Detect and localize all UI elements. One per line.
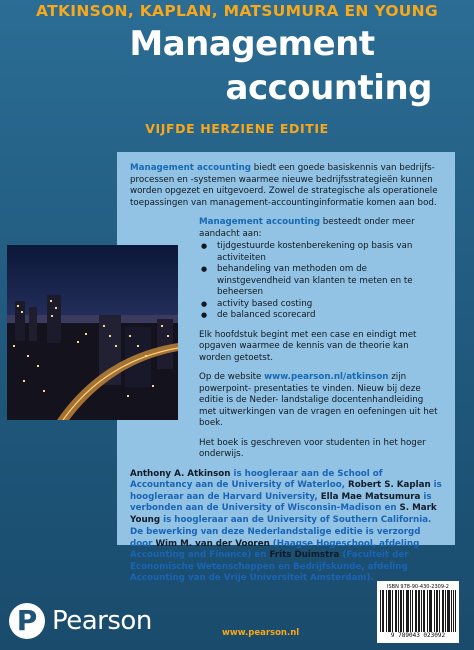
barcode-bar: [392, 590, 393, 632]
website-paragraph: [199, 372, 443, 430]
barcode-bar: [447, 590, 448, 632]
book-title: [0, 22, 474, 110]
chapters-paragraph: Elk hoofdstuk begint met een case en eindigt met opgaven waarmee de kennis van de theorie kan worden getoetst.: [199, 329, 417, 363]
bullet-item: ● activity based costing: [199, 299, 443, 311]
barcode-bar: [412, 590, 413, 632]
adapter-name-1: Wim M. van der Vooren: [155, 538, 270, 549]
author-name-2: Robert S. Kaplan: [348, 480, 431, 490]
barcode-bar: [382, 590, 383, 632]
barcode-bar: [423, 590, 424, 632]
barcode-bar: [453, 590, 454, 632]
bullet-item: ● de balanced scorecard: [199, 310, 443, 322]
barcode-bar: [448, 590, 449, 632]
barcode-bar: [407, 590, 408, 632]
website-link[interactable]: www.pearson.nl/atkinson: [264, 372, 389, 382]
edition-label: VIJFDE HERZIENE EDITIE: [145, 121, 329, 136]
barcode-bar: [388, 590, 389, 632]
barcode-bar: [424, 590, 425, 632]
intro-paragraph: [130, 163, 443, 209]
intro-text: biedt een goede basiskennis van bedrijfs- processen en -systemen waarmee nieuwe bedrijfsstrategieën kunnen worden opgezet en uitgevoerd. Zowel de strategische als operationele toepassingen van management-accountinginformatie komen aan bod.: [130, 163, 438, 208]
adaptation-paragraph: [130, 527, 443, 585]
barcode-bar: [386, 590, 387, 632]
barcode-bar: [449, 590, 450, 632]
barcode-bar: [436, 590, 437, 632]
publisher-name: Pearson: [52, 606, 152, 636]
barcode-bar: [421, 590, 422, 632]
barcode-bar: [437, 590, 438, 632]
barcode-bar: [419, 590, 420, 632]
barcode-bar: [403, 590, 404, 632]
barcode-bar: [400, 590, 401, 632]
barcode-bar: [389, 590, 390, 632]
author-bio-text-1: is hoogleraar aan de School of Accountancy aan de University of Waterloo,: [130, 468, 383, 490]
barcode-number: 9 789043 023092: [390, 632, 446, 639]
pearson-p-icon: P: [9, 603, 45, 639]
author-name-1: Anthony A. Atkinson: [130, 468, 231, 479]
barcode-bar: [408, 590, 409, 632]
barcode-bar: [445, 590, 446, 632]
barcode-bar: [380, 590, 381, 632]
bullet-item: ● behandeling van methoden om de winstgevendheid van klanten te meten en te beheersen: [199, 264, 443, 299]
author-bio-text-4: is hoogleraar aan de University of Southern California.: [160, 514, 432, 525]
focus-text: besteedt onder meer aandacht aan:: [199, 217, 415, 239]
audience-paragraph: Het boek is geschreven voor studenten in het hoger onderwijs.: [199, 437, 426, 459]
author-bio-text-2: is hoogleraar aan de Harvard University,: [130, 480, 442, 502]
barcode-bar: [398, 590, 399, 632]
barcode-bar: [418, 590, 419, 632]
barcode-bar: [383, 590, 384, 632]
author-name-4: S. Mark Young: [130, 503, 437, 525]
bullet-item: ● tijdgestuurde kostenberekening op basis van activiteiten: [199, 241, 443, 264]
city-skyline-illustration: [7, 245, 178, 420]
author-bio-text-3: is verbonden aan de University of Wisconsin-Madison en: [130, 491, 432, 513]
focus-bullet-list: [199, 241, 443, 322]
authors-bio-paragraph: [130, 469, 443, 527]
title-line-2: accounting: [225, 68, 432, 108]
website-pre: Op de website: [199, 372, 265, 382]
barcode-bar: [451, 590, 452, 632]
adapter-name-2: Frits Duimstra: [269, 550, 340, 560]
barcode-bars: [380, 590, 456, 632]
barcode-bar: [439, 590, 440, 632]
barcode-bar: [406, 590, 407, 632]
barcode-bar: [427, 590, 428, 632]
barcode-bar: [416, 590, 417, 632]
focus-highlight: Management accounting: [199, 217, 321, 227]
barcode-bar: [443, 590, 444, 632]
barcode-bar: [395, 590, 396, 632]
barcode-bar: [396, 590, 397, 632]
isbn-label: ISBN 978-90-430-2309-2: [387, 584, 449, 590]
barcode-bar: [434, 590, 435, 632]
adaptation-text-3: (Faculteit der Economische Wetenschappen en Bedrijfskunde, afdeling Accounting van de Vrije Universiteit Amsterdam).: [130, 550, 409, 583]
authors-line: ATKINSON, KAPLAN, MATSUMURA EN YOUNG: [36, 2, 438, 20]
barcode: [377, 581, 459, 643]
barcode-bar: [442, 590, 443, 632]
publisher-url[interactable]: www.pearson.nl: [222, 628, 300, 638]
barcode-bar: [455, 590, 456, 632]
adaptation-text-1: De bewerking van deze Nederlandstalige editie is verzorgd door: [130, 527, 421, 549]
focus-paragraph: [199, 217, 443, 240]
barcode-bar: [401, 590, 402, 632]
website-post: zijn powerpoint- presentaties te vinden. Nieuw bij deze editie is de Neder- landstalige docentenhandleiding met uitwerkingen van de vragen en oefeningen uit het boek.: [199, 372, 438, 428]
barcode-bar: [415, 590, 416, 632]
barcode-bar: [430, 590, 431, 632]
barcode-bar: [429, 590, 430, 632]
intro-highlight: Management accounting: [130, 163, 252, 173]
city-night-photo: [7, 245, 178, 420]
author-name-3: Ella Mae Matsumura: [320, 491, 421, 502]
adaptation-text-2: (Haagse Hogeschool, afdeling Accounting and Finance) en: [130, 538, 420, 560]
barcode-bar: [390, 590, 391, 632]
barcode-bar: [410, 590, 411, 632]
barcode-bar: [431, 590, 432, 632]
title-line-1: Management: [129, 24, 375, 64]
